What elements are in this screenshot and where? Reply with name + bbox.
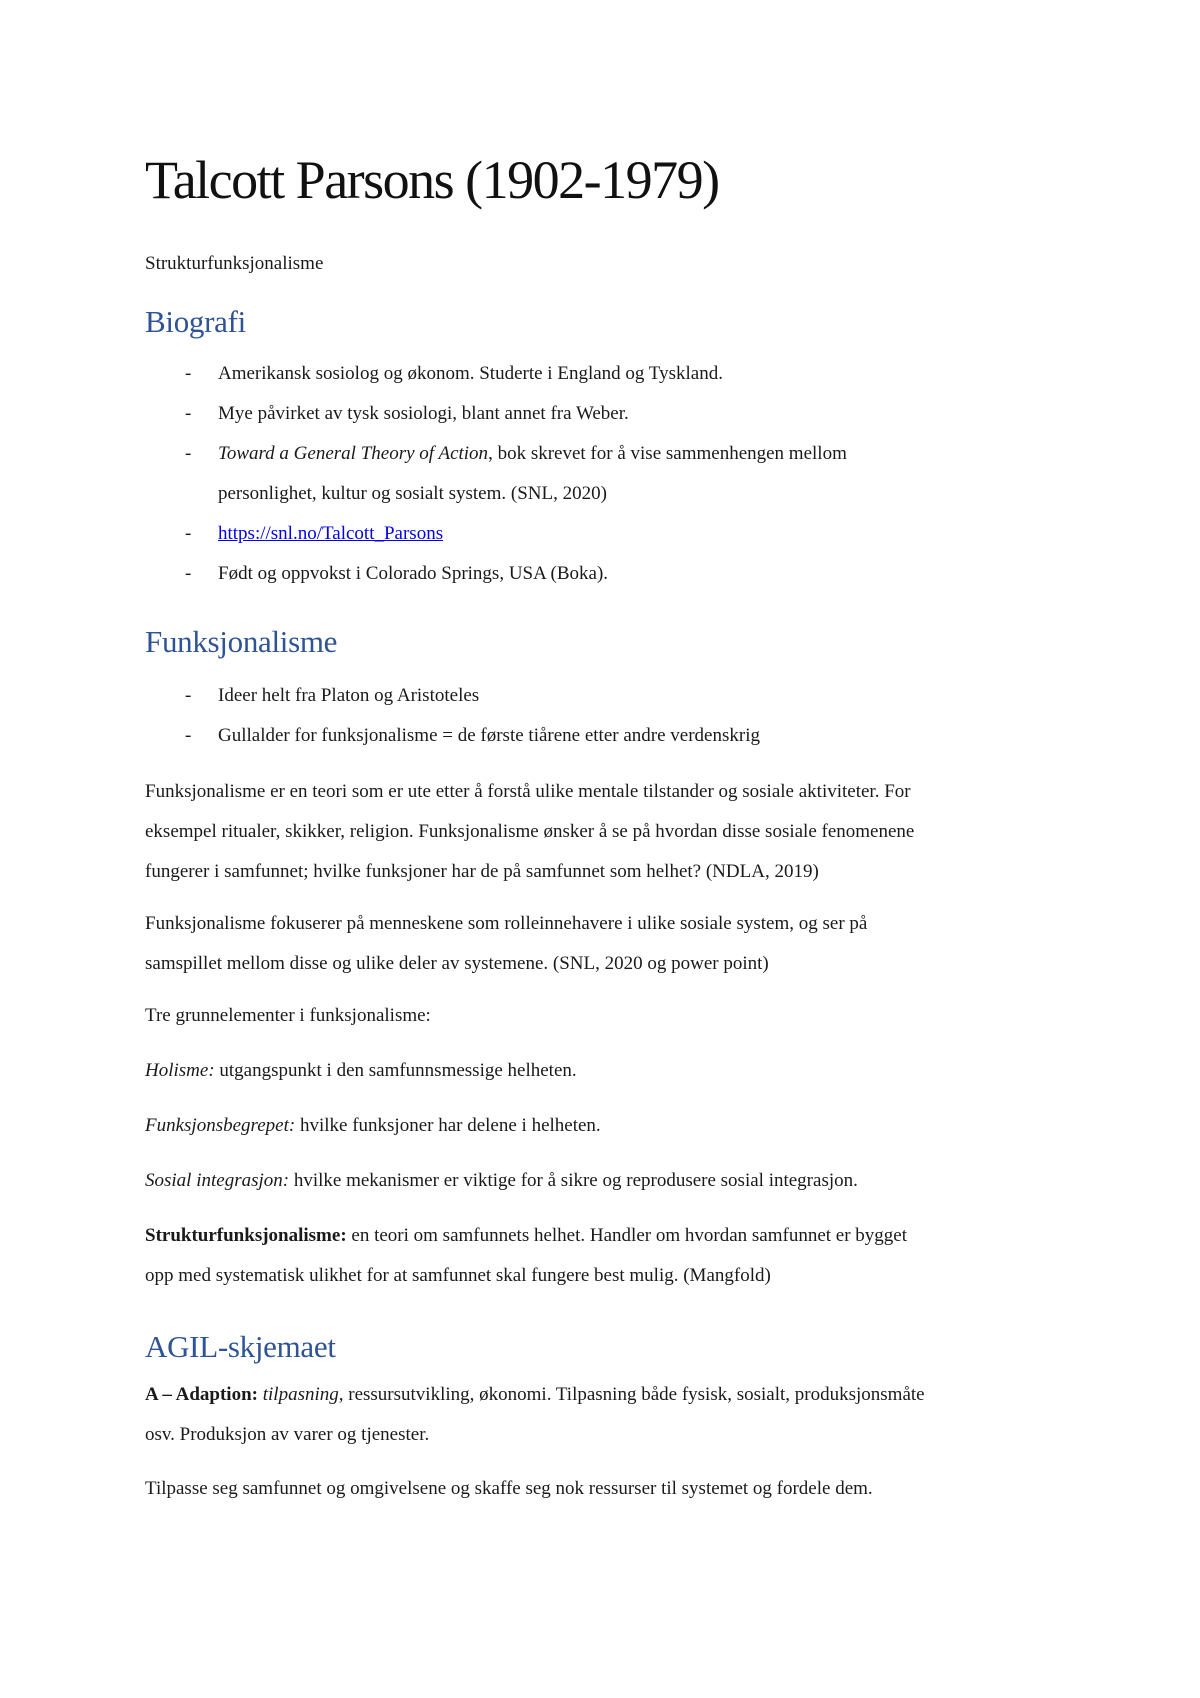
paragraph-grunnelementer: Tre grunnelementer i funksjonalisme: — [145, 1005, 431, 1026]
list-item: - Mye påvirket av tysk sosiologi, blant annet fra Weber. — [185, 403, 629, 424]
paragraph-strukturfunksjonalisme: Strukturfunksjonalisme: en teori om samfunnets helhet. Handler om hvordan samfunnet er bygget opp med systematisk ulikhet for at samfunnet skal fungere best mulig. (Mangfold) — [145, 1225, 907, 1286]
paragraph-sosial-integrasjon: Sosial integrasjon: hvilke mekanismer er viktige for å sikre og reprodusere sosial integrasjon. — [145, 1170, 858, 1191]
heading-biografi: Biografi — [145, 304, 246, 339]
book-title: Toward a General Theory of Action — [218, 443, 489, 464]
list-item: - Amerikansk sosiolog og økonom. Studerte i England og Tyskland. — [185, 363, 723, 384]
paragraph-funksjonalisme-definition: Funksjonalisme er en teori som er ute etter å forstå ulike mentale tilstander og sosiale aktiviteter. For eksempel ritualer, skikker, religion. Funksjonalisme ønsker å se på hvordan disse sosiale fenomenene fungerer i samfunnet; hvilke funksjoner har de på samfunnet som helhet? (NDLA, 2019) — [145, 781, 915, 882]
list-item: - https://snl.no/Talcott_Parsons — [185, 523, 444, 544]
heading-funksjonalisme: Funksjonalisme — [145, 624, 338, 659]
list-item: - Født og oppvokst i Colorado Springs, USA (Boka). — [185, 563, 609, 584]
list-item: - Ideer helt fra Platon og Aristoteles — [185, 685, 480, 706]
snl-link[interactable]: https://snl.no/Talcott_Parsons — [218, 523, 444, 544]
paragraph-holisme: Holisme: utgangspunkt i den samfunnsmessige helheten. — [145, 1060, 577, 1081]
list-item: - Toward a General Theory of Action, bok skrevet for å vise sammenhengen mellom personlighet, kultur og sosialt system. (SNL, 2020) — [185, 443, 847, 504]
funksjonalisme-list-block — [145, 676, 1075, 756]
heading-agil: AGIL-skjemaet — [145, 1329, 336, 1364]
paragraph-funksjonsbegrepet: Funksjonsbegrepet: hvilke funksjoner har delene i helheten. — [145, 1115, 601, 1136]
document-title: Talcott Parsons (1902-1979) — [145, 150, 719, 210]
paragraph-funksjonalisme-fokus: Funksjonalisme fokuserer på menneskene som rolleinnehavere i ulike sosiale system, og ser på samspillet mellom disse og ulike deler av systemene. (SNL, 2020 og power point) — [145, 913, 868, 974]
paragraph-tilpasse: Tilpasse seg samfunnet og omgivelsene og skaffe seg nok ressurser til systemet og fordele dem. — [145, 1478, 873, 1499]
list-item: - Gullalder for funksjonalisme = de første tiårene etter andre verdenskrig — [185, 725, 760, 746]
document-subtitle: Strukturfunksjonalisme — [145, 253, 324, 274]
paragraph-adaption: A – Adaption: tilpasning, ressursutvikling, økonomi. Tilpasning både fysisk, sosialt, produksjonsmåte osv. Produksjon av varer og tjenester. — [145, 1384, 925, 1445]
biografi-list-block — [145, 354, 1075, 594]
biografi-list — [145, 354, 1075, 594]
funksjonalisme-list — [145, 676, 1075, 756]
